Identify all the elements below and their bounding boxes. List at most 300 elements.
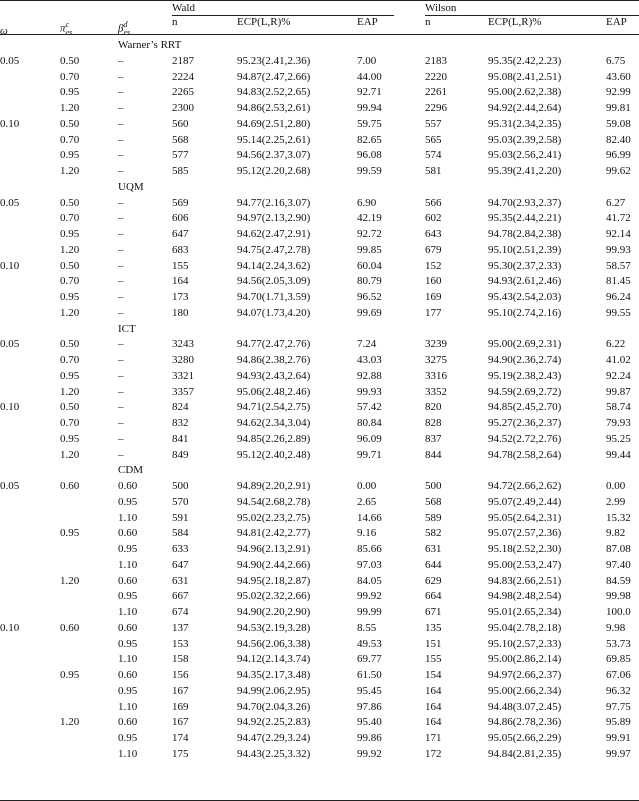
cell-wil-ecp: 95.10(2.51,2.39)	[488, 243, 562, 256]
cell-wald-n: 164	[172, 275, 189, 288]
cell-wil-eap: 95.25	[606, 432, 631, 445]
cell-wald-n: 180	[172, 306, 189, 319]
cell-wald-eap: 92.72	[357, 228, 382, 240]
cell-wald-n: 667	[172, 590, 189, 603]
cell-wald-n: 841	[172, 432, 189, 445]
cell-wil-n: 671	[425, 606, 442, 618]
cell-wald-n: 174	[172, 732, 189, 744]
cell-wil-eap: 59.08	[606, 117, 631, 130]
cell-wald-ecp: 95.12(2.20,2.68)	[237, 165, 311, 177]
cell-omega: 0.05	[0, 196, 20, 209]
cell-wil-n: 644	[425, 558, 442, 571]
cell-omega: 0.05	[0, 338, 20, 351]
group-header-wald: Wald	[172, 2, 195, 14]
cell-wil-n: 574	[425, 149, 442, 162]
cell-wald-ecp: 94.62(2.47,2.91)	[237, 228, 311, 240]
cell-pi: 0.50	[60, 117, 80, 130]
cell-wil-ecp: 95.03(2.56,2.41)	[488, 149, 562, 162]
cell-pi: 1.20	[60, 574, 80, 587]
cell-beta: 1.10	[118, 700, 138, 713]
cell-wil-ecp: 95.27(2.36,2.37)	[488, 417, 562, 429]
cell-wil-ecp: 95.00(2.62,2.38)	[488, 86, 562, 99]
cell-wil-ecp: 94.98(2.48,2.54)	[488, 590, 562, 603]
cell-wald-eap: 7.24	[357, 338, 377, 351]
cell-wald-eap: 92.88	[357, 369, 382, 382]
cell-wil-ecp: 95.05(2.66,2.29)	[488, 732, 562, 744]
cell-beta: 0.95	[118, 495, 138, 508]
cell-pi: 0.50	[60, 54, 80, 67]
cell-wald-eap: 44.00	[357, 70, 382, 83]
cell-wil-eap: 99.87	[606, 385, 631, 398]
cell-wald-ecp: 94.86(2.38,2.76)	[237, 354, 311, 366]
header-bottom-rule	[0, 34, 639, 35]
cell-beta: –	[118, 165, 124, 177]
cell-beta: –	[118, 54, 124, 67]
cell-wil-eap: 41.72	[606, 212, 631, 225]
cell-beta: 0.60	[118, 669, 138, 681]
cell-beta: 1.10	[118, 558, 138, 571]
cell-wil-eap: 99.55	[606, 306, 631, 319]
cell-wil-eap: 41.02	[606, 354, 631, 366]
cell-wil-n: 177	[425, 306, 442, 319]
cell-wald-ecp: 94.70(1.71,3.59)	[237, 291, 311, 303]
cell-beta: 0.60	[118, 527, 138, 540]
cell-wil-n: 155	[425, 653, 442, 666]
cell-wald-eap: 96.09	[357, 432, 382, 445]
cell-wald-n: 500	[172, 480, 189, 492]
cell-wald-n: 3321	[172, 369, 194, 382]
cell-pi: 0.95	[60, 369, 80, 382]
cell-beta: –	[118, 228, 124, 240]
cell-pi: 0.50	[60, 259, 80, 272]
cell-wil-eap: 96.24	[606, 291, 631, 303]
cell-pi: 0.95	[60, 149, 80, 162]
cell-wald-ecp: 94.77(2.47,2.76)	[237, 338, 311, 351]
cell-wald-eap: 8.55	[357, 621, 377, 634]
cell-beta: –	[118, 417, 124, 429]
cell-beta: –	[118, 432, 124, 445]
cell-wald-ecp: 94.07(1.73,4.20)	[237, 306, 311, 319]
cell-wil-n: 557	[425, 117, 442, 130]
cell-wil-n: 2220	[425, 70, 447, 83]
cell-wil-ecp: 94.97(2.66,2.37)	[488, 669, 562, 681]
cell-wald-n: 2224	[172, 70, 194, 83]
cell-pi: 1.20	[60, 448, 80, 461]
cell-wil-n: 602	[425, 212, 442, 225]
cell-wald-ecp: 94.53(2.19,3.28)	[237, 621, 311, 634]
cell-wald-ecp: 94.97(2.13,2.90)	[237, 212, 311, 225]
cell-wil-ecp: 94.48(3.07,2.45)	[488, 700, 562, 713]
cell-wald-ecp: 94.87(2.47,2.66)	[237, 70, 311, 83]
cell-wald-n: 633	[172, 543, 189, 555]
cell-wald-ecp: 94.85(2.26,2.89)	[237, 432, 311, 445]
cell-wald-eap: 7.00	[357, 54, 377, 67]
cell-wil-eap: 99.91	[606, 732, 631, 744]
col-wilson-eap-header: EAP	[606, 16, 627, 28]
cell-wald-eap: 84.05	[357, 574, 382, 587]
cell-wald-ecp: 94.69(2.51,2.80)	[237, 117, 311, 130]
cell-wil-eap: 2.99	[606, 495, 626, 508]
cell-wil-ecp: 95.00(2.86,2.14)	[488, 653, 562, 666]
cell-wald-eap: 2.65	[357, 495, 377, 508]
cell-beta: –	[118, 70, 124, 83]
cell-wil-ecp: 95.00(2.66,2.34)	[488, 684, 562, 697]
cell-wald-eap: 96.52	[357, 291, 382, 303]
cell-wald-eap: 99.99	[357, 606, 382, 618]
cell-wil-eap: 58.74	[606, 401, 631, 414]
cell-wil-n: 643	[425, 228, 442, 240]
cell-beta: –	[118, 275, 124, 288]
cell-pi: 0.95	[60, 228, 80, 240]
cell-wil-eap: 53.73	[606, 637, 631, 650]
cell-wald-ecp: 94.71(2.54,2.75)	[237, 401, 311, 414]
cell-beta: –	[118, 259, 124, 272]
cell-wil-n: 169	[425, 291, 442, 303]
cell-wald-eap: 99.85	[357, 243, 382, 256]
col-omega-header: ω	[0, 25, 8, 37]
cell-wil-n: 154	[425, 669, 442, 681]
cell-wald-ecp: 95.23(2.41,2.36)	[237, 54, 311, 67]
cell-beta: 1.10	[118, 511, 138, 524]
cell-wald-eap: 82.65	[357, 133, 382, 146]
cell-beta: –	[118, 86, 124, 99]
cell-wil-ecp: 94.84(2.81,2.35)	[488, 747, 562, 760]
cell-beta: –	[118, 385, 124, 398]
cell-pi: 0.95	[60, 86, 80, 99]
cell-wald-ecp: 94.56(2.06,3.38)	[237, 637, 311, 650]
cell-wil-eap: 96.99	[606, 149, 631, 162]
cell-wald-eap: 85.66	[357, 543, 382, 555]
cell-wald-ecp: 94.35(2.17,3.48)	[237, 669, 311, 681]
cell-pi: 1.20	[60, 102, 80, 114]
cell-wald-eap: 57.42	[357, 401, 382, 414]
cell-wil-ecp: 95.19(2.38,2.43)	[488, 369, 562, 382]
cell-omega: 0.10	[0, 259, 20, 272]
cell-wald-eap: 99.86	[357, 732, 382, 744]
cell-wald-ecp: 94.90(2.20,2.90)	[237, 606, 311, 618]
cell-beta: –	[118, 354, 124, 366]
cell-pi: 0.50	[60, 196, 80, 209]
cell-wald-ecp: 94.14(2.24,3.62)	[237, 259, 311, 272]
cell-beta: –	[118, 212, 124, 225]
cell-omega: 0.10	[0, 401, 20, 414]
cell-wil-n: 164	[425, 684, 442, 697]
cell-wald-eap: 6.90	[357, 196, 377, 209]
cell-beta: –	[118, 196, 124, 209]
cell-wil-n: 566	[425, 196, 442, 209]
cell-beta: 0.60	[118, 716, 138, 729]
cell-pi: 0.95	[60, 669, 80, 681]
cell-wald-ecp: 95.12(2.40,2.48)	[237, 448, 311, 461]
cell-wald-eap: 0.00	[357, 480, 377, 492]
cell-wald-n: 167	[172, 684, 189, 697]
cell-wald-n: 683	[172, 243, 189, 256]
cell-wald-n: 3280	[172, 354, 194, 366]
cell-wil-n: 3316	[425, 369, 447, 382]
cell-wil-n: 589	[425, 511, 442, 524]
cell-wald-ecp: 95.14(2.25,2.61)	[237, 133, 311, 146]
col-wald-eap-header: EAP	[357, 16, 378, 28]
cell-wil-eap: 99.97	[606, 747, 631, 760]
cell-wald-n: 167	[172, 716, 189, 729]
cell-wil-eap: 100.0	[606, 606, 631, 618]
cell-wil-ecp: 95.08(2.41,2.51)	[488, 70, 562, 83]
col-pi-header: π c es	[60, 20, 73, 37]
cell-wald-n: 3243	[172, 338, 194, 351]
cell-wil-n: 3352	[425, 385, 447, 398]
cell-beta: 1.10	[118, 653, 138, 666]
cell-wil-eap: 99.81	[606, 102, 631, 114]
cell-wald-eap: 9.16	[357, 527, 377, 540]
cell-wil-ecp: 95.04(2.78,2.18)	[488, 621, 562, 634]
cell-pi: 0.70	[60, 354, 80, 366]
cell-wald-n: 137	[172, 621, 189, 634]
cell-wil-ecp: 94.92(2.44,2.64)	[488, 102, 562, 114]
section-title: UQM	[118, 180, 144, 193]
cell-wil-ecp: 95.10(2.57,2.33)	[488, 637, 562, 650]
cell-wil-ecp: 95.35(2.42,2.23)	[488, 54, 562, 67]
cell-wald-ecp: 94.83(2.52,2.65)	[237, 86, 311, 99]
cell-wald-n: 155	[172, 259, 189, 272]
cell-omega: 0.10	[0, 117, 20, 130]
cell-wald-ecp: 94.77(2.16,3.07)	[237, 196, 311, 209]
cell-wald-n: 2300	[172, 102, 194, 114]
cell-wil-ecp: 95.01(2.65,2.34)	[488, 606, 562, 618]
cell-wald-eap: 14.66	[357, 511, 382, 524]
cell-wald-eap: 97.03	[357, 558, 382, 571]
cell-pi: 0.70	[60, 70, 80, 83]
cell-beta: 0.95	[118, 637, 138, 650]
cell-wil-ecp: 94.83(2.66,2.51)	[488, 574, 562, 587]
top-rule	[0, 0, 639, 1]
cell-wil-eap: 99.62	[606, 165, 631, 177]
cell-wald-ecp: 94.75(2.47,2.78)	[237, 243, 311, 256]
cell-wil-n: 568	[425, 495, 442, 508]
cell-wald-ecp: 94.12(2.14,3.74)	[237, 653, 311, 666]
cell-wil-ecp: 95.07(2.57,2.36)	[488, 527, 562, 540]
cell-wald-ecp: 94.86(2.53,2.61)	[237, 102, 311, 114]
cell-wald-ecp: 94.93(2.43,2.64)	[237, 369, 311, 382]
cell-wil-ecp: 94.93(2.61,2.46)	[488, 275, 562, 288]
cell-wil-n: 164	[425, 716, 442, 729]
cell-wil-n: 164	[425, 700, 442, 713]
cell-wil-eap: 9.98	[606, 621, 626, 634]
cell-wald-ecp: 94.90(2.44,2.66)	[237, 558, 311, 571]
cell-wald-eap: 49.53	[357, 637, 382, 650]
cell-wil-eap: 81.45	[606, 275, 631, 288]
cell-wil-ecp: 94.72(2.66,2.62)	[488, 480, 562, 492]
cell-beta: 1.10	[118, 606, 138, 618]
cell-wil-n: 160	[425, 275, 442, 288]
cell-wald-eap: 99.93	[357, 385, 382, 398]
cell-wil-eap: 69.85	[606, 653, 631, 666]
cell-pi: 0.70	[60, 275, 80, 288]
cell-beta: –	[118, 306, 124, 319]
cell-wil-n: 172	[425, 747, 442, 760]
cell-wil-eap: 15.32	[606, 511, 631, 524]
cell-wil-ecp: 95.30(2.37,2.33)	[488, 259, 562, 272]
cell-wald-ecp: 94.47(2.29,3.24)	[237, 732, 311, 744]
cell-wil-n: 151	[425, 637, 442, 650]
cell-beta: 0.60	[118, 621, 138, 634]
cell-wald-n: 568	[172, 133, 189, 146]
cell-wil-eap: 0.00	[606, 480, 626, 492]
cell-pi: 1.20	[60, 306, 80, 319]
cell-wil-eap: 67.06	[606, 669, 631, 681]
cell-pi: 0.70	[60, 212, 80, 225]
cell-pi: 1.20	[60, 243, 80, 256]
cell-pi: 0.50	[60, 338, 80, 351]
cell-wil-eap: 92.24	[606, 369, 631, 382]
cell-wil-ecp: 94.90(2.36,2.74)	[488, 354, 562, 366]
cell-wil-n: 664	[425, 590, 442, 603]
cell-wil-eap: 82.40	[606, 133, 631, 146]
cell-wil-n: 171	[425, 732, 442, 744]
cell-wil-n: 565	[425, 133, 442, 146]
col-wald-n-header: n	[172, 16, 178, 28]
cell-wald-n: 156	[172, 669, 189, 681]
cell-wald-eap: 97.86	[357, 700, 382, 713]
cell-wald-eap: 61.50	[357, 669, 382, 681]
col-wilson-n-header: n	[425, 16, 431, 28]
cell-wil-n: 3275	[425, 354, 447, 366]
cell-wald-eap: 99.94	[357, 102, 382, 114]
cell-wald-eap: 43.03	[357, 354, 382, 366]
cell-wil-n: 837	[425, 432, 442, 445]
cell-wil-ecp: 95.03(2.39,2.58)	[488, 133, 562, 146]
cell-wald-n: 585	[172, 165, 189, 177]
cell-wald-n: 584	[172, 527, 189, 540]
cell-wil-n: 581	[425, 165, 442, 177]
cell-wil-eap: 79.93	[606, 417, 631, 429]
cell-wald-eap: 80.79	[357, 275, 382, 288]
cell-wil-ecp: 94.86(2.78,2.36)	[488, 716, 562, 729]
cell-wil-eap: 58.57	[606, 259, 631, 272]
cell-wil-ecp: 94.78(2.58,2.64)	[488, 448, 562, 461]
cell-wil-ecp: 95.00(2.53,2.47)	[488, 558, 562, 571]
cell-pi: 0.95	[60, 527, 80, 540]
cell-wil-eap: 43.60	[606, 70, 631, 83]
cell-wil-ecp: 95.35(2.44,2.21)	[488, 212, 562, 225]
cell-wil-n: 582	[425, 527, 442, 540]
cell-wald-ecp: 94.70(2.04,3.26)	[237, 700, 311, 713]
cell-beta: –	[118, 117, 124, 130]
cell-wil-n: 2261	[425, 86, 447, 99]
col-wilson-ecp-header: ECP(L,R)%	[488, 16, 542, 28]
cell-wil-eap: 92.99	[606, 86, 631, 99]
cell-wil-eap: 92.14	[606, 228, 631, 240]
cell-wald-n: 3357	[172, 385, 194, 398]
cell-wald-ecp: 95.02(2.23,2.75)	[237, 511, 311, 524]
cell-wald-eap: 99.92	[357, 747, 382, 760]
cell-wil-n: 844	[425, 448, 442, 461]
cell-wil-n: 679	[425, 243, 442, 256]
cell-beta: –	[118, 338, 124, 351]
cell-beta: –	[118, 133, 124, 146]
col-wald-ecp-header: ECP(L,R)%	[237, 16, 291, 28]
section-title: Warner’s RRT	[118, 39, 182, 51]
cell-pi: 0.60	[60, 480, 80, 492]
cell-beta: –	[118, 149, 124, 162]
section-title: CDM	[118, 464, 144, 477]
cell-wald-eap: 99.59	[357, 165, 382, 177]
section-title: ICT	[118, 322, 136, 335]
cell-wald-n: 824	[172, 401, 189, 414]
cell-wald-n: 674	[172, 606, 189, 618]
cell-wald-n: 158	[172, 653, 189, 666]
cell-wald-eap: 95.45	[357, 684, 382, 697]
cell-wald-ecp: 95.06(2.48,2.46)	[237, 385, 311, 398]
cell-wil-ecp: 94.70(2.93,2.37)	[488, 196, 562, 209]
cell-omega: 0.05	[0, 54, 20, 67]
cell-beta: –	[118, 291, 124, 303]
cell-wil-n: 2183	[425, 54, 447, 67]
cell-wald-n: 591	[172, 511, 189, 524]
cell-wald-ecp: 94.92(2.25,2.83)	[237, 716, 311, 729]
cell-wald-eap: 69.77	[357, 653, 382, 666]
cell-wald-eap: 42.19	[357, 212, 382, 225]
cell-wald-n: 2187	[172, 54, 194, 67]
cell-pi: 0.95	[60, 432, 80, 445]
cell-wald-eap: 60.04	[357, 259, 382, 272]
cell-beta: 0.95	[118, 543, 138, 555]
cell-beta: 0.95	[118, 732, 138, 744]
cell-wald-n: 569	[172, 196, 189, 209]
cell-wil-eap: 96.32	[606, 684, 631, 697]
cell-beta: 0.60	[118, 480, 138, 492]
cell-wald-eap: 95.40	[357, 716, 382, 729]
cell-wald-eap: 99.71	[357, 448, 382, 461]
cell-beta: 1.10	[118, 747, 138, 760]
cell-wald-ecp: 94.43(2.25,3.32)	[237, 747, 311, 760]
cell-wald-ecp: 94.89(2.20,2.91)	[237, 480, 311, 492]
cell-beta: –	[118, 369, 124, 382]
cell-wald-ecp: 94.99(2.06,2.95)	[237, 684, 311, 697]
cell-wil-ecp: 95.00(2.69,2.31)	[488, 338, 562, 351]
cell-wald-eap: 99.69	[357, 306, 382, 319]
cell-wil-eap: 6.75	[606, 54, 626, 67]
cell-wald-n: 606	[172, 212, 189, 225]
cell-pi: 0.50	[60, 401, 80, 414]
cell-wil-n: 3239	[425, 338, 447, 351]
cell-wald-eap: 92.71	[357, 86, 382, 99]
cell-pi: 0.70	[60, 417, 80, 429]
cell-wald-n: 169	[172, 700, 189, 713]
cell-wil-eap: 99.44	[606, 448, 631, 461]
cell-wil-eap: 95.89	[606, 716, 631, 729]
cell-beta: –	[118, 243, 124, 256]
cell-wil-eap: 84.59	[606, 574, 631, 587]
cell-beta: 0.95	[118, 590, 138, 603]
cell-wald-n: 175	[172, 747, 189, 760]
cell-wil-eap: 97.75	[606, 700, 631, 713]
cell-wil-ecp: 95.18(2.52,2.30)	[488, 543, 562, 555]
cell-wil-ecp: 95.10(2.74,2.16)	[488, 306, 562, 319]
cell-pi: 1.20	[60, 716, 80, 729]
cell-omega: 0.05	[0, 480, 20, 492]
cell-pi: 0.95	[60, 291, 80, 303]
cell-pi: 1.20	[60, 385, 80, 398]
cell-wil-n: 820	[425, 401, 442, 414]
cell-pi: 0.60	[60, 621, 80, 634]
cell-wil-n: 152	[425, 259, 442, 272]
cell-wil-eap: 99.93	[606, 243, 631, 256]
cell-wald-n: 849	[172, 448, 189, 461]
cell-wil-ecp: 94.52(2.72,2.76)	[488, 432, 562, 445]
cell-wil-ecp: 95.39(2.41,2.20)	[488, 165, 562, 177]
cell-wald-ecp: 94.56(2.05,3.09)	[237, 275, 311, 288]
cell-pi: 0.70	[60, 133, 80, 146]
